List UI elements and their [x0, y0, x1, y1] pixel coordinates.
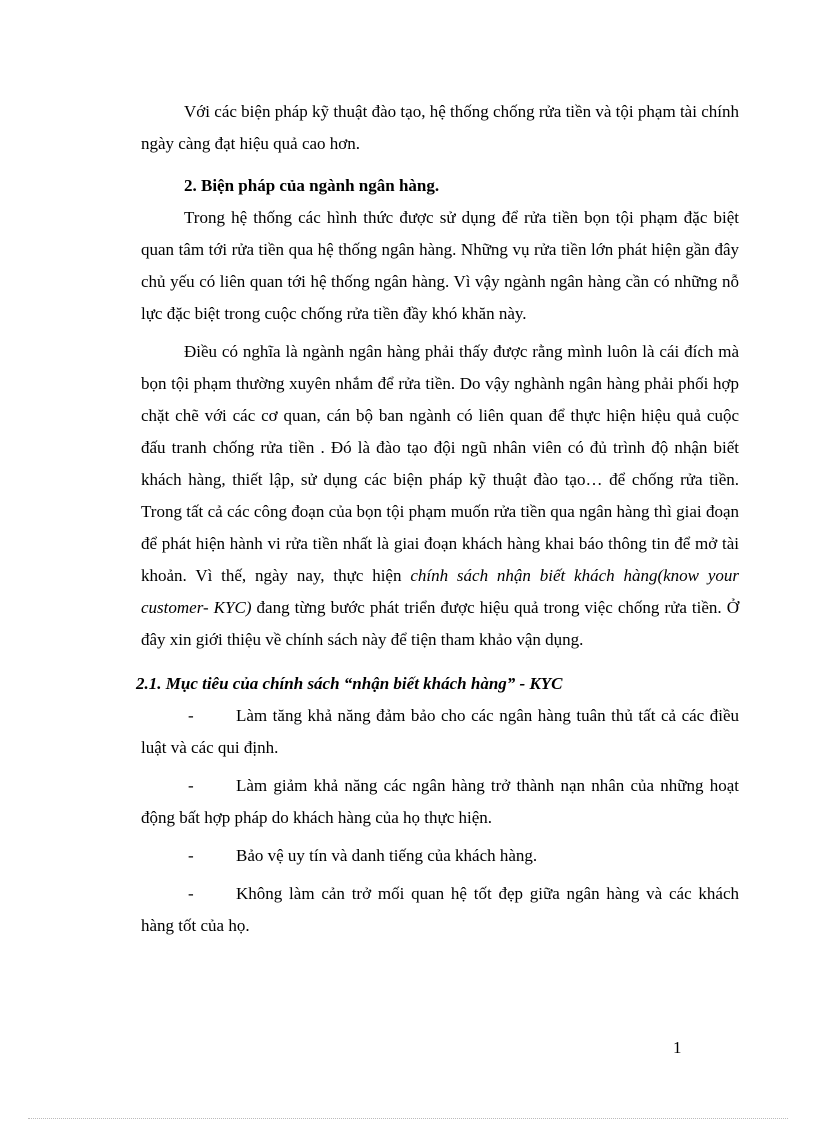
document-body [136, 96, 740, 942]
bullet-text: Làm giảm khả năng các ngân hàng trở thành nạn nhân của những hoạt động bất hợp pháp do khách hàng của họ thực hiện. [141, 776, 739, 827]
page-number: 1 [673, 1038, 682, 1057]
section-2-1-heading: 2.1. Mục tiêu của chính sách “nhận biết khách hàng” - KYC [136, 674, 563, 693]
bullet-dash: - [188, 884, 194, 903]
section-2-heading: 2. Biện pháp của ngành ngân hàng. [184, 176, 440, 195]
bullet-text: Bảo vệ uy tín và danh tiếng của khách hàng. [236, 846, 538, 865]
bullet-item [141, 840, 739, 872]
section-2-paragraph-2 [141, 336, 739, 656]
paragraph-text-part-1: Điều có nghĩa là ngành ngân hàng phải thấy được rằng mình luôn là cái đích mà bọn tội phạm thường xuyên nhắm để rửa tiền. Do vậy nghành ngân hàng phải phối hợp chặt chẽ với các cơ quan, cán bộ ban ngành có liên quan để thực hiện hiệu quả cuộc đấu tranh chống rửa tiền . Đó là đào tạo đội ngũ nhân viên có đủ trình độ nhận biết khách hàng, thiết lập, sử dụng các biện pháp kỹ thuật đào tạo… để chống rửa tiền. Trong tất cả các công đoạn của bọn tội phạm muốn rửa tiền qua ngân hàng thì giai đoạn để phát hiện hành vi rửa tiền nhất là giai đoạn khách hàng khai báo thông tin để mở tài khoản. Vì thế, ngày nay, thực hiện [141, 342, 739, 585]
bullet-text: Làm tăng khả năng đảm bảo cho các ngân hàng tuân thủ tất cả các điều luật và các qui định. [141, 706, 739, 757]
page-bottom-divider [28, 1118, 788, 1119]
bullet-text: Không làm cản trở mối quan hệ tốt đẹp giữa ngân hàng và các khách hàng tốt của họ. [141, 884, 739, 935]
bullet-item [141, 878, 739, 942]
bullet-dash: - [188, 776, 194, 795]
bullet-item [141, 700, 739, 764]
bullet-item [141, 770, 739, 834]
kyc-policy-term: chính sách nhận biết khách hàng(know your customer- KYC) [141, 566, 740, 617]
bullet-dash: - [188, 846, 194, 865]
bullet-dash: - [188, 706, 194, 725]
paragraph-text-part-2: đang từng bước phát triển được hiệu quả trong việc chống rửa tiền. Ở đây xin giới thiệu về chính sách này để tiện tham khảo vận dụng. [141, 598, 739, 649]
intro-paragraph: Với các biện pháp kỹ thuật đào tạo, hệ thống chống rửa tiền và tội phạm tài chính ngày càng đạt hiệu quả cao hơn. [141, 102, 739, 153]
section-2-paragraph-1: Trong hệ thống các hình thức được sử dụng để rửa tiền bọn tội phạm đặc biệt quan tâm tới rửa tiền qua hệ thống ngân hàng. Những vụ rửa tiền lớn phát hiện gần đây chủ yếu có liên quan tới hệ thống ngân hàng. Vì vậy ngành ngân hàng cần có những nỗ lực đặc biệt trong cuộc chống rửa tiền đầy khó khăn này. [141, 208, 739, 323]
